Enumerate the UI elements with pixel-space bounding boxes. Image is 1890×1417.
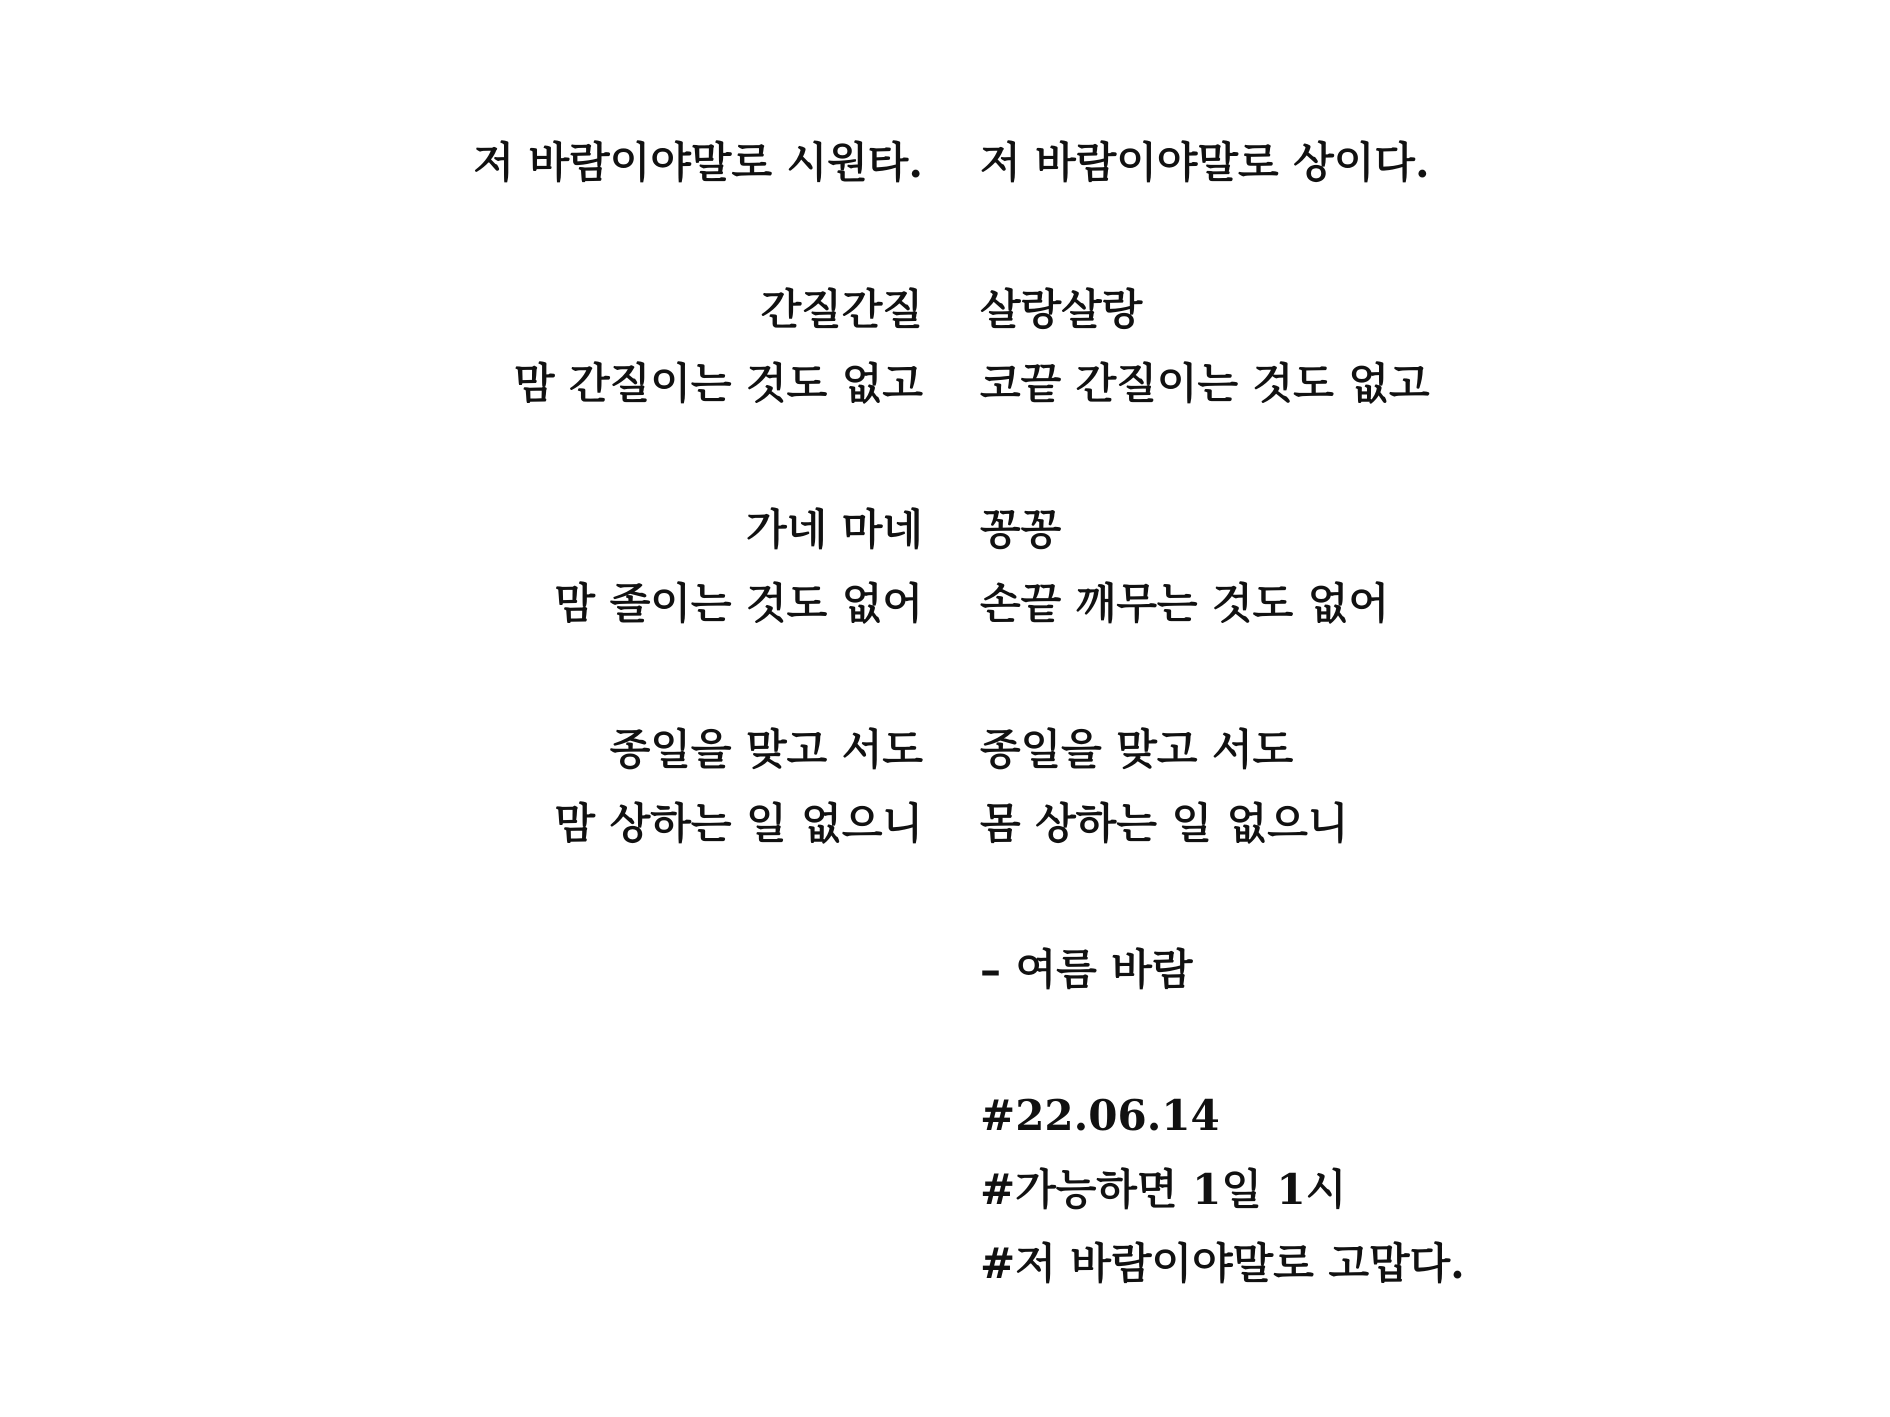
- tag-thanks: #저 바람이야말로 고맙다.: [980, 1239, 1465, 1288]
- tag-daily-poem: #가능하면 1일 1시: [980, 1165, 1347, 1214]
- stanza4-right-line-2: 몸 상하는 일 없으니: [980, 799, 1349, 848]
- stanza2-left-line-2: 맘 간질이는 것도 없고: [513, 359, 923, 408]
- stanza3-left-line-1: 가네 마네: [746, 505, 923, 554]
- stanza4-left-line-2: 맘 상하는 일 없으니: [554, 799, 923, 848]
- tag-date: #22.06.14: [980, 1091, 1220, 1140]
- stanza4-right-line-1: 종일을 맞고 서도: [980, 725, 1294, 774]
- stanza2-right-line-1: 살랑살랑: [980, 285, 1143, 334]
- stanza1-left-line-1: 저 바람이야말로 시원타.: [473, 138, 923, 187]
- stanza3-right-line-1: 꽁꽁: [980, 505, 1062, 554]
- stanza3-right-line-2: 손끝 깨무는 것도 없어: [980, 579, 1390, 628]
- poem-signature: – 여름 바람: [980, 945, 1193, 994]
- stanza3-left-line-2: 맘 졸이는 것도 없어: [554, 579, 923, 628]
- stanza1-right-line-1: 저 바람이야말로 상이다.: [980, 138, 1430, 187]
- stanza2-right-line-2: 코끝 간질이는 것도 없고: [980, 359, 1430, 408]
- stanza4-left-line-1: 종일을 맞고 서도: [609, 725, 923, 774]
- stanza2-left-line-1: 간질간질: [760, 285, 923, 334]
